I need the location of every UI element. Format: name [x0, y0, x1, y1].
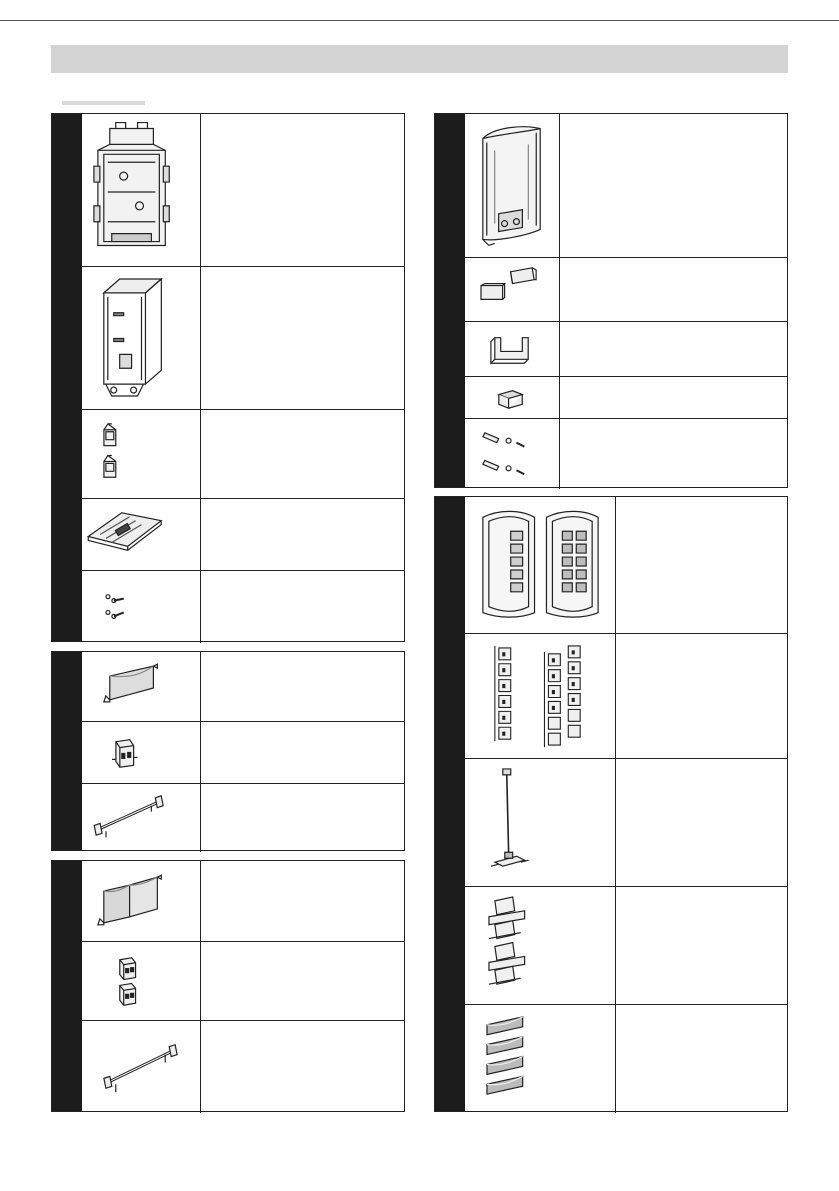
- list-item: [82, 409, 404, 498]
- group-b-spine: [52, 652, 82, 850]
- list-item: [465, 1004, 787, 1113]
- clip-icon: [465, 377, 560, 418]
- list-item: [465, 886, 787, 1004]
- item-description: [201, 571, 404, 643]
- fixing-bar-icon: [82, 784, 201, 852]
- list-item: [82, 266, 404, 409]
- item-description: [201, 267, 404, 409]
- list-item: [465, 257, 787, 321]
- button-module-columns-icon: [465, 634, 616, 758]
- screws-icon: [82, 571, 201, 643]
- terminal-board-icon: [82, 499, 201, 570]
- list-item: [465, 633, 787, 758]
- components-group-a: [51, 113, 405, 642]
- item-description: [616, 887, 787, 1004]
- item-description: [560, 377, 787, 418]
- list-item: [465, 321, 787, 376]
- cable-clamps-icon: [82, 410, 201, 498]
- double-button-cover-icon: [82, 861, 201, 941]
- list-item: [82, 570, 404, 643]
- list-item: [465, 418, 787, 489]
- item-description: [616, 1005, 787, 1113]
- list-item: [82, 783, 404, 852]
- group-c-spine: [52, 861, 82, 1111]
- list-item: [465, 758, 787, 886]
- item-description: [560, 114, 787, 257]
- item-description: [201, 942, 404, 1020]
- stacked-covers-icon: [465, 1005, 616, 1113]
- list-item: [82, 1020, 404, 1113]
- list-item: [82, 861, 404, 941]
- list-item: [82, 941, 404, 1020]
- list-item: [465, 114, 787, 257]
- item-description: [560, 258, 787, 321]
- wire-rod-icon: [465, 759, 616, 886]
- item-description: [560, 419, 787, 489]
- bracket-icon: [465, 322, 560, 376]
- item-description: [616, 634, 787, 758]
- components-group-d: [434, 113, 788, 488]
- item-description: [201, 722, 404, 783]
- list-item: [82, 652, 404, 721]
- button-modules-pair-icon: [82, 942, 201, 1020]
- components-group-b: [51, 651, 405, 851]
- button-panels-icon: [465, 497, 616, 633]
- item-description: [201, 114, 404, 266]
- list-item: [82, 498, 404, 570]
- top-rule: [0, 20, 839, 21]
- item-description: [201, 784, 404, 852]
- components-group-c: [51, 860, 405, 1112]
- single-button-cover-icon: [82, 652, 201, 721]
- item-description: [201, 861, 404, 941]
- rain-covers-icon: [465, 258, 560, 321]
- list-item: [465, 497, 787, 633]
- item-description: [201, 1021, 404, 1113]
- item-description: [560, 322, 787, 376]
- connector-strips-icon: [465, 887, 616, 1004]
- item-description: [201, 410, 404, 498]
- group-e-spine: [435, 497, 465, 1111]
- components-group-e: [434, 496, 788, 1112]
- list-item: [82, 721, 404, 783]
- list-item: [465, 376, 787, 418]
- fixing-bar-icon: [82, 1021, 201, 1113]
- mounting-frame-icon: [82, 267, 201, 409]
- item-description: [616, 497, 787, 633]
- group-a-spine: [52, 114, 82, 641]
- button-module-icon: [82, 722, 201, 783]
- item-description: [201, 652, 404, 721]
- flush-mount-box-icon: [82, 114, 201, 266]
- surface-mount-box-icon: [465, 114, 560, 257]
- page-header-bar: [51, 45, 788, 73]
- list-item: [82, 114, 404, 266]
- wall-plugs-screws-icon: [465, 419, 560, 489]
- group-d-spine: [435, 114, 465, 487]
- item-description: [616, 759, 787, 886]
- item-description: [201, 499, 404, 570]
- section-subtitle-mark: [62, 101, 145, 105]
